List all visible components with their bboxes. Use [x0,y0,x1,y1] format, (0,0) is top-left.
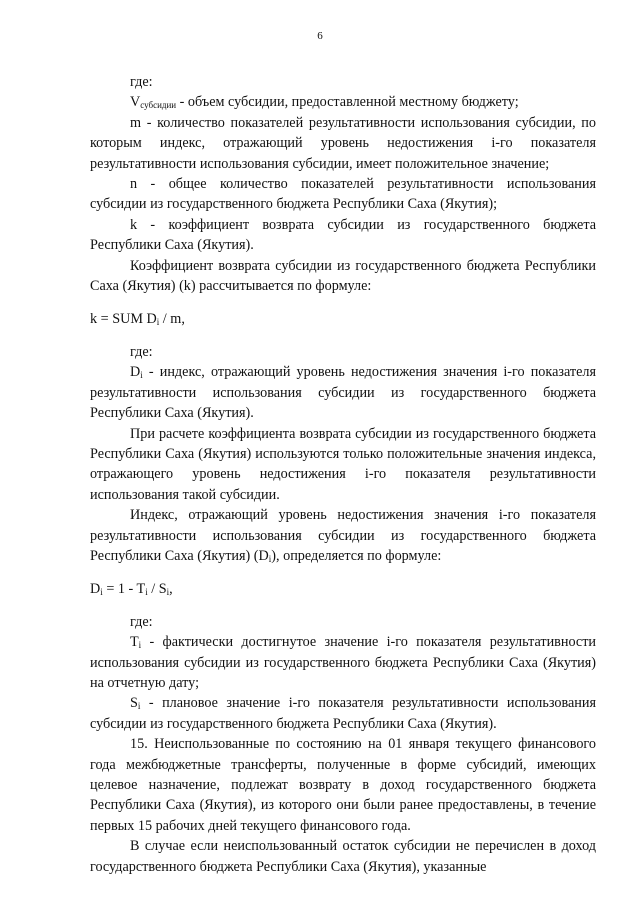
calc-paragraph: При расчете коэффициента возврата субсидии из государственного бюджета Республики Саха (Якутия) используются только положительные значения индекса, отражающего уровень недостижения i-го показателя результативности использования такой субсидии. [90,425,596,503]
definition-v [90,92,596,112]
paragraph-15: 15. Неиспользованные по состоянию на 01 января текущего финансового года межбюджетные трансферты, полученные в форме субсидий, имеющих целевое назначение, подлежат возврату в доход государственного бюджета Республики Саха (Якутия), из которого они были ранее предоставлены, в течение первых 15 рабочих дней текущего финансового года. [90,736,596,834]
formula-k [90,309,596,329]
definition-m: m - количество показателей результативности использования субсидии, по которым индекс, отражающий уровень недостижения i-го показателя результативности использования субсидии, имеет положительное значение; [90,114,596,172]
definition-ti [90,632,596,693]
di-subscript: i [140,370,143,381]
si-symbol: S [130,695,138,712]
definition-k: k - коэффициент возврата субсидии из государственного бюджета Республики Саха (Якутия). [90,216,596,254]
k-formula-intro: Коэффициент возврата субсидии из государственного бюджета Республики Саха (Якутия) (k) рассчитывается по формуле: [90,257,596,295]
formula-d-end: , [169,581,173,598]
formula-k-right: / m, [159,311,185,328]
v-definition: - объем субсидии, предоставленной местному бюджету; [176,94,519,111]
formula-d-slash: / S [147,581,167,598]
ti-definition: - фактически достигнутое значение i-го показателя результативности использования субсидии из государственного бюджета Республики Саха (Якутия) на отчетную дату; [90,634,596,691]
formula-d-mid: = 1 - T [102,581,146,598]
where-label-3: где: [130,613,153,630]
v-symbol: V [130,94,141,111]
ti-subscript: i [138,640,142,651]
v-subscript: субсидии [140,100,177,111]
formula-t-subscript: i [145,587,148,598]
definition-di [90,362,596,423]
where-label-1: где: [130,74,153,90]
formula-d [90,579,596,599]
index-text-a: Индекс, отражающий уровень недостижения значения i-го показателя результативности использования субсидии из государственного бюджета Республики Саха (Якутия) (D [90,507,596,564]
index-paragraph [90,505,596,566]
di-symbol: D [130,364,141,381]
definition-si [90,693,596,734]
definition-n: n - общее количество показателей результативности использования субсидии из государственного бюджета Республики Саха (Якутия); [90,176,596,213]
di-definition: - индекс, отражающий уровень недостижения значения i-го показателя результативности использования субсидии из государственного бюджета Республики Саха (Якутия). [90,364,596,422]
index-subscript: i [268,553,272,564]
where-label-2: где: [130,343,153,360]
document-body [90,72,596,877]
page-number: 6 [317,30,323,42]
ti-symbol: T [130,634,139,651]
formula-s-subscript: i [166,587,170,598]
formula-k-subscript: i [156,317,160,328]
last-paragraph: В случае если неиспользованный остаток субсидии не перечислен в доход государственного бюджета Республики Саха (Якутия), указанные [90,838,596,875]
si-subscript: i [137,701,141,712]
formula-d-subscript: i [100,587,103,598]
formula-k-left: k = SUM D [90,311,157,328]
si-definition: - плановое значение i-го показателя результативности использования субсидии из государственного бюджета Республики Саха (Якутия). [90,695,596,732]
index-text-b: ), определяется по формуле: [271,547,442,564]
formula-d-symbol: D [90,581,101,598]
